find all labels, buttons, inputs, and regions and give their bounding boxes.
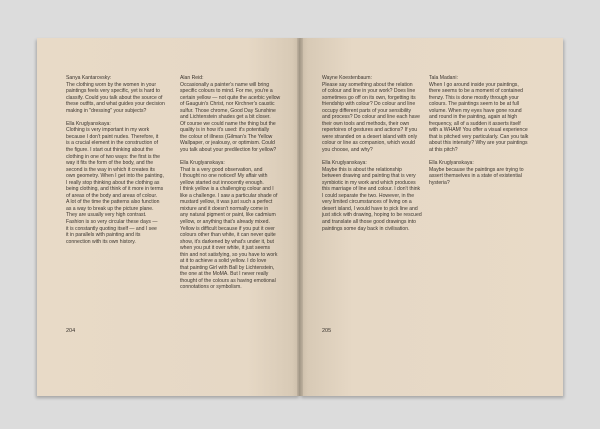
text-block: Sanya Kantarovsky: The clothing worn by the women in your paintings feels very specific, yet is hard to classify. Could you talk about the source of these outfits, and what guides your decision making in "dressing" your subjects? <box>66 75 165 114</box>
left-page-column-1 <box>66 75 171 252</box>
right-page-column-1 <box>322 75 427 239</box>
left-page-column-2 <box>180 75 285 298</box>
text-block: Alan Reid: Occasionally a painter's name will bring specific colours to mind. For me, you're a certain yellow — not quite the acerbic yellow of Gauguin's Christ, nor Kirchner's caustic sulfur. Those chrome, Good Day Sunshine and Lichtenstein shades get a bit closer. Of course we could name the thing but the quality is in how it's used: it's potentially the colour of illness (Gilman's The Yellow Wallpaper, or jealousy, or optimism. Could you talk about your predilection for yellow? <box>180 75 281 154</box>
page-number-left: 204 <box>66 328 76 334</box>
open-book <box>37 38 563 396</box>
text-block: Wayne Koestenbaum: Please say something about the relation of colour and line in your work? Does line sometimes go off on its own, forgetting its friendship with colour? Do colour and line occupy different parts of your sensibility and process? Do colour and line each have their own tools and methods, their own repertoires of gestures and actions? If you were stranded on a desert island with only colour or line as companion, which would you choose, and why? <box>322 75 420 154</box>
right-page-column-2 <box>429 75 534 193</box>
text-block: Tala Madani: When I go around inside your paintings, there seems to be a moment of contained frenzy. This is done mostly through your colours. The paintings seem to be at full volume. When my eyes have gone round and round in the painting, again at high frequency, all of a sudden it asserts itself with a WHAM! You offer a visual experience that is pitched very particularly. Can you talk about this intensity? Why are your paintings at this pitch? <box>429 75 529 154</box>
left-page <box>37 38 300 396</box>
page-number-right: 205 <box>322 328 332 334</box>
book-gutter <box>297 38 303 396</box>
text-block: Ella Kruglyanskaya: Clothing is very important in my work because I don't paint nudes. Therefore, it is a crucial element in the construction of the figure. I start out thinking about the clothing in one of two ways: the first is the way it fits the form of the body, and the second is the way in which it creates its own geometry. When I get into the painting, I really stop thinking about the clothing as being clothing, and think of it more in terms of areas of the body and areas of colour. A lot of the time the patterns also function as a way to break up the picture plane. They are usually very high contrast. Fashion is so very circular these days — it is constantly quoting itself — and I see it in parallels with painting and its connection with its own history. <box>66 120 164 245</box>
text-block: Ella Kruglyanskaya: Maybe because the paintings are trying to assert themselves in a state of existential hysteria? <box>429 160 524 186</box>
text-block: Ella Kruglyanskaya: That is a very good observation, and I thought no one noticed! My affair with yellow started out innocently enough. I think yellow is a challenging colour and I like a challenge. I saw a particular shade of mustard yellow, it was just such a perfect mixture and it doesn't normally come in any natural pigment or paint, like cadmium yellow, or anything that's already mixed. Yellow is difficult because if you put it over colours other than white, it can never quite show, it's darkened by what's under it, but when you put it over white, it just seems thin and not satisfying, so you have to work at it to achieve a solid yellow. I do love that painting Girl with Ball by Lichtenstein, the one at the MoMA. But I never really thought of the colours as having emotional connotations or symbolism. <box>180 160 278 291</box>
text-block: Ella Kruglyanskaya: Maybe this is about the relationship between drawing and painting that is very symbiotic in my work and which produces this marriage of line and colour. I don't think I could separate the two. However, in the very limited circumstances of living on a desert island, I would have to pick line and just stick with drawing, hoping to be rescued and translate all those good drawings into paintings some day back in civilisation. <box>322 160 422 232</box>
right-page <box>300 38 563 396</box>
